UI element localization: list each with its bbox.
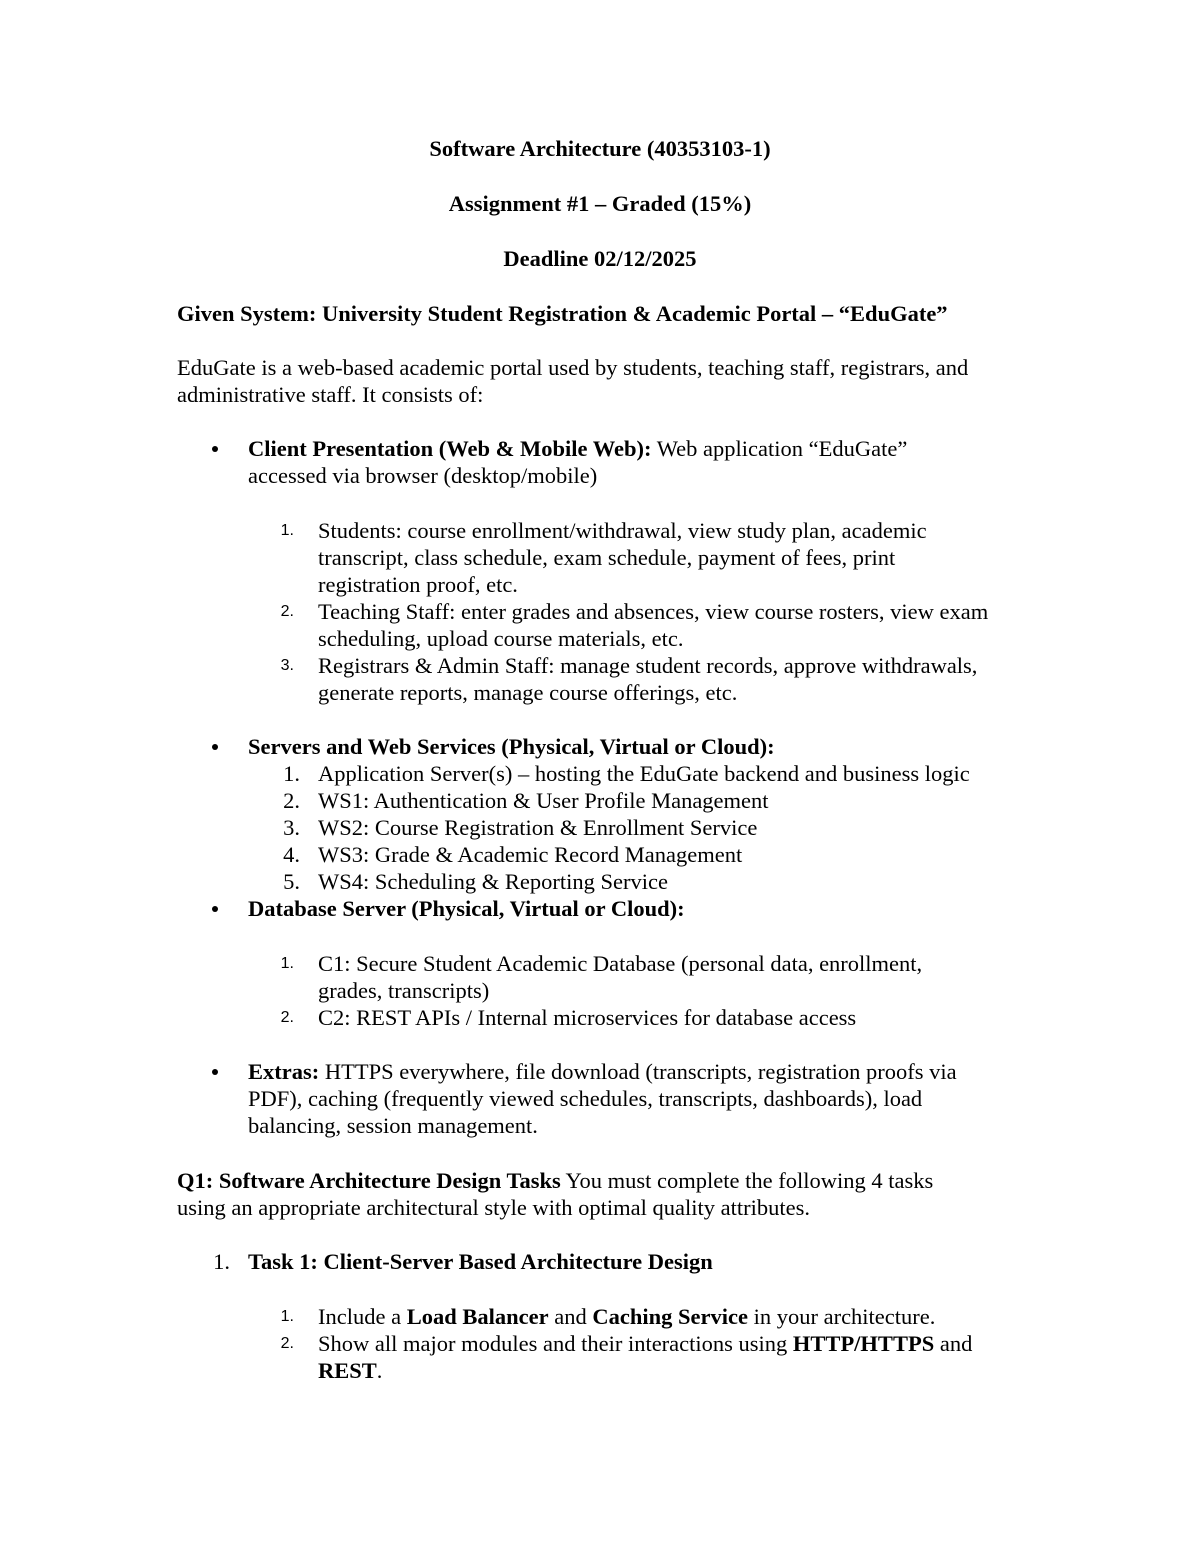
q1-text-line2: using an appropriate architectural style with optimal quality attributes. — [177, 1195, 810, 1220]
server-item: Application Server(s) – hosting the EduGate backend and business logic — [318, 761, 970, 786]
client-text: Web application “EduGate” — [651, 436, 908, 461]
text-run: and — [934, 1331, 973, 1356]
system-title: Given System: University Student Registration & Academic Portal – “EduGate” — [177, 301, 948, 326]
database-item: C1: Secure Student Academic Database (personal data, enrollment, — [318, 951, 923, 976]
client-section — [248, 435, 907, 462]
task1-title: Task 1: Client-Server Based Architecture Design — [248, 1249, 713, 1274]
servers-label: Servers and Web Services (Physical, Virtual or Cloud): — [248, 734, 775, 759]
list-number: 1. — [280, 1308, 294, 1325]
client-item-students: Students: course enrollment/withdrawal, view study plan, academic — [318, 518, 927, 543]
list-number: 1. — [280, 955, 294, 972]
bullet-icon — [212, 906, 218, 912]
client-item-students-line3: registration proof, etc. — [318, 572, 518, 597]
list-number: 1. — [280, 522, 294, 539]
database-item: C2: REST APIs / Internal microservices for database access — [318, 1005, 857, 1030]
list-number: 1. — [283, 761, 300, 786]
database-item-line2: grades, transcripts) — [318, 978, 490, 1003]
text-run: Show all major modules and their interactions using — [318, 1331, 793, 1356]
extras-text-line3: balancing, session management. — [248, 1113, 538, 1138]
client-item-registrars-line2: generate reports, manage course offerings, etc. — [318, 680, 738, 705]
server-item: WS1: Authentication & User Profile Management — [318, 788, 769, 813]
client-item-students-line2: transcript, class schedule, exam schedule, payment of fees, print — [318, 545, 896, 570]
list-number: 3. — [283, 815, 300, 840]
client-item-teaching: Teaching Staff: enter grades and absences, view course rosters, view exam — [318, 599, 989, 624]
client-text-line2: accessed via browser (desktop/mobile) — [248, 463, 598, 488]
text-run-bold: Load Balancer — [406, 1304, 549, 1329]
bullet-icon — [212, 1069, 218, 1075]
text-run: in your architecture. — [747, 1304, 936, 1329]
client-item-registrars: Registrars & Admin Staff: manage student records, approve withdrawals, — [318, 653, 978, 678]
task1-item-modules — [318, 1330, 972, 1357]
list-number: 5. — [283, 869, 300, 894]
course-title: Software Architecture (40353103-1) — [429, 136, 771, 161]
client-item-teaching-line2: scheduling, upload course materials, etc. — [318, 626, 684, 651]
text-run-bold: REST — [318, 1358, 377, 1383]
q1-section — [177, 1167, 933, 1194]
text-run: . — [376, 1358, 383, 1383]
database-label: Database Server (Physical, Virtual or Cloud): — [248, 896, 685, 921]
q1-text: You must complete the following 4 tasks — [560, 1168, 934, 1193]
server-item: WS3: Grade & Academic Record Management — [318, 842, 743, 867]
client-label: Client Presentation (Web & Mobile Web): — [248, 436, 652, 461]
task1-item-modules-line2 — [318, 1357, 382, 1384]
text-run-bold: Caching Service — [592, 1304, 748, 1329]
text-run: and — [548, 1304, 593, 1329]
server-item: WS4: Scheduling & Reporting Service — [318, 869, 668, 894]
list-number: 4. — [283, 842, 300, 867]
assignment-title: Assignment #1 – Graded (15%) — [448, 191, 752, 216]
task1-item-load-balancer — [318, 1303, 935, 1330]
list-number: 2. — [280, 603, 294, 620]
bullet-icon — [212, 446, 218, 452]
server-item: WS2: Course Registration & Enrollment Service — [318, 815, 758, 840]
system-intro-line2: administrative staff. It consists of: — [177, 382, 484, 407]
system-intro-line1: EduGate is a web-based academic portal used by students, teaching staff, registrars, and — [177, 355, 969, 380]
deadline: Deadline 02/12/2025 — [503, 246, 697, 271]
extras-text-line2: PDF), caching (frequently viewed schedules, transcripts, dashboards), load — [248, 1086, 923, 1111]
q1-label: Q1: Software Architecture Design Tasks — [177, 1168, 561, 1193]
extras-section — [248, 1058, 957, 1085]
list-number: 1. — [213, 1249, 230, 1274]
text-run-bold: HTTP/HTTPS — [792, 1331, 935, 1356]
bullet-icon — [212, 744, 218, 750]
extras-text: HTTPS everywhere, file download (transcripts, registration proofs via — [319, 1059, 957, 1084]
list-number: 2. — [283, 788, 300, 813]
text-run: Include a — [318, 1304, 407, 1329]
extras-label: Extras: — [248, 1059, 320, 1084]
list-number: 2. — [280, 1335, 294, 1352]
list-number: 2. — [280, 1009, 294, 1026]
list-number: 3. — [280, 657, 294, 674]
